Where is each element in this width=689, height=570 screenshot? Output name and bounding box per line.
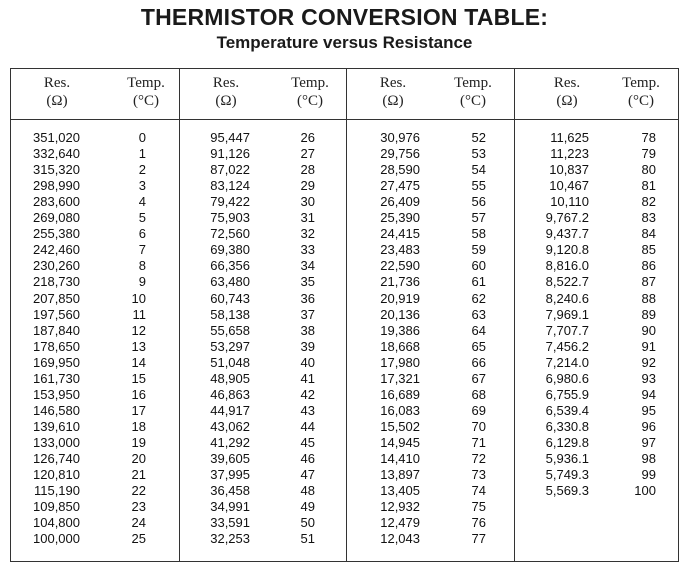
temperature-value: 23	[131, 499, 146, 515]
temperature-value: 94	[641, 386, 656, 402]
resistance-value: 230,260	[33, 258, 80, 274]
resistance-value: 10,467	[549, 178, 589, 194]
temperature-value: 34	[300, 258, 315, 274]
temperature-value: 84	[641, 226, 656, 242]
temperature-value: 59	[471, 242, 486, 258]
header-temp-unit: (°C)	[297, 93, 323, 109]
resistance-value: 7,214.0	[545, 354, 589, 370]
temperature-value: 31	[300, 210, 315, 226]
temperature-value: 99	[641, 467, 656, 483]
resistance-value: 197,560	[33, 306, 80, 322]
resistance-value: 7,456.2	[545, 338, 589, 354]
temperature-value: 71	[471, 434, 486, 450]
header-temp-label: Temp.	[454, 75, 492, 91]
resistance-value: 126,740	[33, 451, 80, 466]
resistance-value: 75,903	[210, 210, 250, 226]
resistance-value: 109,850	[33, 499, 80, 515]
temperature-value: 16	[131, 386, 146, 402]
temperature-value: 100	[634, 483, 656, 499]
temperature-value: 40	[300, 354, 315, 370]
resistance-value: 269,080	[33, 210, 80, 226]
resistance-value: 12,479	[380, 515, 420, 531]
temperature-value: 76	[471, 515, 486, 531]
resistance-value: 315,320	[33, 162, 80, 178]
temperature-value: 6	[138, 226, 146, 242]
resistance-value: 41,292	[210, 434, 250, 450]
temperature-value: 20	[131, 451, 146, 466]
temperature-value: 80	[641, 162, 656, 178]
temperature-value: 39	[300, 338, 315, 354]
resistance-value: 332,640	[33, 146, 80, 162]
temperature-value: 22	[131, 483, 146, 499]
resistance-value: 44,917	[210, 402, 250, 418]
conversion-table	[10, 68, 679, 562]
temperature-value: 70	[471, 418, 486, 434]
resistance-value: 207,850	[33, 290, 80, 306]
resistance-value: 20,919	[380, 290, 420, 306]
temperature-value: 3	[138, 178, 146, 194]
resistance-value: 24,415	[380, 226, 420, 242]
resistance-value: 20,136	[380, 306, 420, 322]
temperature-value: 61	[471, 274, 486, 290]
temperature-value: 67	[471, 370, 486, 386]
resistance-value: 11,223	[550, 146, 589, 162]
temperature-value: 38	[300, 322, 315, 338]
temperature-value: 98	[641, 451, 656, 466]
resistance-value: 178,650	[33, 338, 80, 354]
temperature-value: 32	[300, 226, 315, 242]
temperature-value: 13	[131, 338, 146, 354]
resistance-value: 39,605	[210, 451, 250, 466]
resistance-value: 6,330.8	[545, 418, 589, 434]
temperature-value: 1	[138, 146, 146, 162]
header-res-unit: (Ω)	[46, 93, 68, 109]
resistance-value: 21,736	[380, 274, 420, 290]
temperature-value: 35	[300, 274, 315, 290]
temperature-value: 14	[131, 354, 146, 370]
resistance-value: 63,480	[210, 274, 250, 290]
header-temp-unit: (°C)	[460, 93, 486, 109]
temperature-value: 74	[471, 483, 486, 499]
resistance-value: 23,483	[380, 242, 420, 258]
resistance-value: 146,580	[33, 402, 80, 418]
resistance-value: 29,756	[380, 146, 420, 162]
resistance-value: 91,126	[210, 146, 250, 162]
resistance-value: 8,240.6	[545, 290, 589, 306]
temperature-value: 53	[471, 146, 486, 162]
temperature-value: 10	[131, 290, 146, 306]
resistance-value: 66,356	[210, 258, 250, 274]
header-res	[27, 74, 87, 110]
resistance-value: 12,932	[380, 499, 420, 515]
temperature-value: 26	[300, 130, 315, 145]
resistance-value: 298,990	[33, 178, 80, 194]
resistance-value: 283,600	[33, 194, 80, 210]
temperature-value: 66	[471, 354, 486, 370]
temperature-value: 0	[138, 130, 146, 145]
resistance-value: 25,390	[380, 210, 420, 226]
resistance-value: 37,995	[210, 467, 250, 483]
temperature-value: 36	[300, 290, 315, 306]
temperature-value: 96	[641, 418, 656, 434]
temperature-value: 87	[641, 274, 656, 290]
resistance-value: 69,380	[210, 242, 250, 258]
resistance-value: 5,569.3	[545, 483, 589, 499]
temperature-value: 95	[641, 402, 656, 418]
resistance-value: 16,083	[380, 402, 420, 418]
temperature-value: 47	[300, 467, 315, 483]
temperature-value: 45	[300, 434, 315, 450]
resistance-value: 153,950	[33, 386, 80, 402]
resistance-value: 27,475	[380, 178, 420, 194]
resistance-value: 53,297	[210, 338, 250, 354]
temperature-value: 73	[471, 467, 486, 483]
page-subtitle: Temperature versus Resistance	[216, 33, 473, 52]
resistance-value: 51,048	[210, 354, 250, 370]
temperature-value: 75	[471, 499, 486, 515]
resistance-value: 28,590	[380, 162, 420, 178]
temperature-value: 54	[471, 162, 486, 178]
temperature-value: 18	[131, 418, 146, 434]
resistance-value: 79,422	[210, 194, 250, 210]
temperature-value: 4	[138, 194, 146, 210]
resistance-value: 55,658	[210, 322, 250, 338]
resistance-value: 12,043	[380, 531, 420, 547]
resistance-value: 72,560	[210, 226, 250, 242]
temperature-value: 82	[641, 194, 656, 210]
header-temp	[606, 74, 676, 110]
temperature-value: 28	[300, 162, 315, 178]
resistance-value: 60,743	[210, 290, 250, 306]
header-res-label: Res.	[379, 75, 407, 91]
resistance-value: 87,022	[210, 162, 250, 178]
temperature-value: 44	[300, 418, 315, 434]
temperature-value: 25	[131, 531, 146, 547]
resistance-value: 7,969.1	[545, 306, 589, 322]
header-temp	[111, 74, 181, 110]
resistance-value: 18,668	[380, 338, 420, 354]
temperature-value: 11	[132, 306, 146, 322]
temperature-value: 29	[300, 178, 315, 194]
resistance-value: 46,863	[210, 386, 250, 402]
column-divider	[179, 69, 180, 561]
resistance-value: 10,837	[549, 162, 589, 178]
header-res-label: Res.	[553, 75, 581, 91]
temperature-value: 58	[471, 226, 486, 242]
temperature-value: 81	[641, 178, 656, 194]
temperature-value: 24	[131, 515, 146, 531]
temperature-value: 8	[138, 258, 146, 274]
resistance-value: 83,124	[210, 178, 250, 194]
temperature-value: 48	[300, 483, 315, 499]
resistance-value: 133,000	[33, 434, 80, 450]
header-res-label: Res.	[43, 75, 71, 91]
resistance-value: 351,020	[33, 130, 80, 145]
temperature-value: 69	[471, 402, 486, 418]
temperature-value: 64	[471, 322, 486, 338]
temperature-value: 17	[131, 402, 146, 418]
temperature-value: 19	[131, 434, 146, 450]
resistance-value: 6,980.6	[545, 370, 589, 386]
temperature-value: 77	[471, 531, 486, 547]
resistance-value: 6,539.4	[545, 402, 589, 418]
temperature-value: 83	[641, 210, 656, 226]
temperature-value: 88	[641, 290, 656, 306]
resistance-value: 139,610	[33, 418, 80, 434]
resistance-value: 242,460	[33, 242, 80, 258]
temperature-value: 78	[641, 130, 656, 145]
resistance-value: 169,950	[33, 354, 80, 370]
resistance-value: 115,190	[33, 483, 80, 499]
page-title: THERMISTOR CONVERSION TABLE:	[140, 4, 549, 30]
resistance-value: 30,976	[380, 130, 420, 145]
temperature-value: 27	[300, 146, 315, 162]
temperature-value: 42	[300, 386, 315, 402]
temperature-value: 79	[641, 146, 656, 162]
resistance-value: 5,936.1	[545, 451, 589, 466]
resistance-value: 17,980	[380, 354, 420, 370]
resistance-value: 9,120.8	[545, 242, 589, 258]
resistance-value: 16,689	[380, 386, 420, 402]
temperature-value: 2	[138, 162, 146, 178]
resistance-value: 19,386	[380, 322, 420, 338]
temperature-value: 72	[471, 451, 486, 466]
resistance-value: 9,767.2	[545, 210, 589, 226]
header-res	[196, 74, 256, 110]
temperature-value: 60	[471, 258, 486, 274]
header-res-unit: (Ω)	[382, 93, 404, 109]
temperature-value: 21	[131, 467, 146, 483]
temperature-value: 37	[300, 306, 315, 322]
temperature-value: 93	[641, 370, 656, 386]
temperature-value: 56	[471, 194, 486, 210]
resistance-value: 104,800	[33, 515, 80, 531]
resistance-value: 13,405	[380, 483, 420, 499]
temperature-value: 41	[300, 370, 315, 386]
resistance-value: 17,321	[380, 370, 420, 386]
temperature-value: 46	[300, 451, 315, 466]
temperature-value: 49	[300, 499, 315, 515]
resistance-value: 43,062	[210, 418, 250, 434]
temperature-value: 52	[471, 130, 486, 145]
temperature-value: 63	[471, 306, 486, 322]
resistance-value: 13,897	[380, 467, 420, 483]
temperature-value: 12	[131, 322, 146, 338]
resistance-value: 95,447	[210, 130, 250, 145]
temperature-value: 51	[300, 531, 315, 547]
resistance-value: 10,110	[550, 194, 589, 210]
resistance-value: 187,840	[33, 322, 80, 338]
temperature-value: 97	[641, 434, 656, 450]
temperature-value: 91	[641, 338, 656, 354]
resistance-value: 14,410	[380, 451, 420, 466]
header-temp-unit: (°C)	[628, 93, 654, 109]
header-temp-label: Temp.	[127, 75, 165, 91]
resistance-value: 218,730	[33, 274, 80, 290]
temperature-value: 62	[471, 290, 486, 306]
resistance-value: 8,522.7	[545, 274, 589, 290]
header-divider	[11, 119, 678, 120]
header-temp-label: Temp.	[291, 75, 329, 91]
column-divider	[346, 69, 347, 561]
temperature-value: 7	[138, 242, 146, 258]
resistance-value: 32,253	[210, 531, 250, 547]
resistance-value: 26,409	[380, 194, 420, 210]
temperature-value: 43	[300, 402, 315, 418]
column-divider	[514, 69, 515, 561]
resistance-value: 8,816.0	[545, 258, 589, 274]
resistance-value: 48,905	[210, 370, 250, 386]
resistance-value: 22,590	[380, 258, 420, 274]
temperature-value: 86	[641, 258, 656, 274]
temperature-value: 89	[641, 306, 656, 322]
resistance-value: 33,591	[210, 515, 250, 531]
temperature-value: 5	[138, 210, 146, 226]
resistance-value: 11,625	[550, 130, 589, 145]
resistance-value: 100,000	[33, 531, 80, 547]
header-temp-unit: (°C)	[133, 93, 159, 109]
resistance-value: 15,502	[380, 418, 420, 434]
temperature-value: 30	[300, 194, 315, 210]
header-res-unit: (Ω)	[556, 93, 578, 109]
temperature-value: 65	[471, 338, 486, 354]
header-res	[363, 74, 423, 110]
header-temp-label: Temp.	[622, 75, 660, 91]
resistance-value: 6,755.9	[545, 386, 589, 402]
resistance-value: 14,945	[380, 434, 420, 450]
resistance-value: 58,138	[210, 306, 250, 322]
temperature-value: 57	[471, 210, 486, 226]
resistance-value: 9,437.7	[545, 226, 589, 242]
resistance-value: 161,730	[33, 370, 80, 386]
resistance-value: 34,991	[210, 499, 250, 515]
resistance-value: 5,749.3	[545, 467, 589, 483]
temperature-value: 68	[471, 386, 486, 402]
temperature-value: 50	[300, 515, 315, 531]
temperature-value: 90	[641, 322, 656, 338]
temperature-value: 85	[641, 242, 656, 258]
resistance-value: 6,129.8	[545, 434, 589, 450]
header-temp	[275, 74, 345, 110]
temperature-value: 55	[471, 178, 486, 194]
resistance-value: 120,810	[33, 467, 80, 483]
resistance-value: 36,458	[210, 483, 250, 499]
header-res-unit: (Ω)	[215, 93, 237, 109]
temperature-value: 92	[641, 354, 656, 370]
header-res-label: Res.	[212, 75, 240, 91]
header-temp	[438, 74, 508, 110]
temperature-value: 15	[131, 370, 146, 386]
header-res	[537, 74, 597, 110]
temperature-value: 33	[300, 242, 315, 258]
resistance-value: 7,707.7	[545, 322, 589, 338]
resistance-value: 255,380	[33, 226, 80, 242]
temperature-value: 9	[138, 274, 146, 290]
